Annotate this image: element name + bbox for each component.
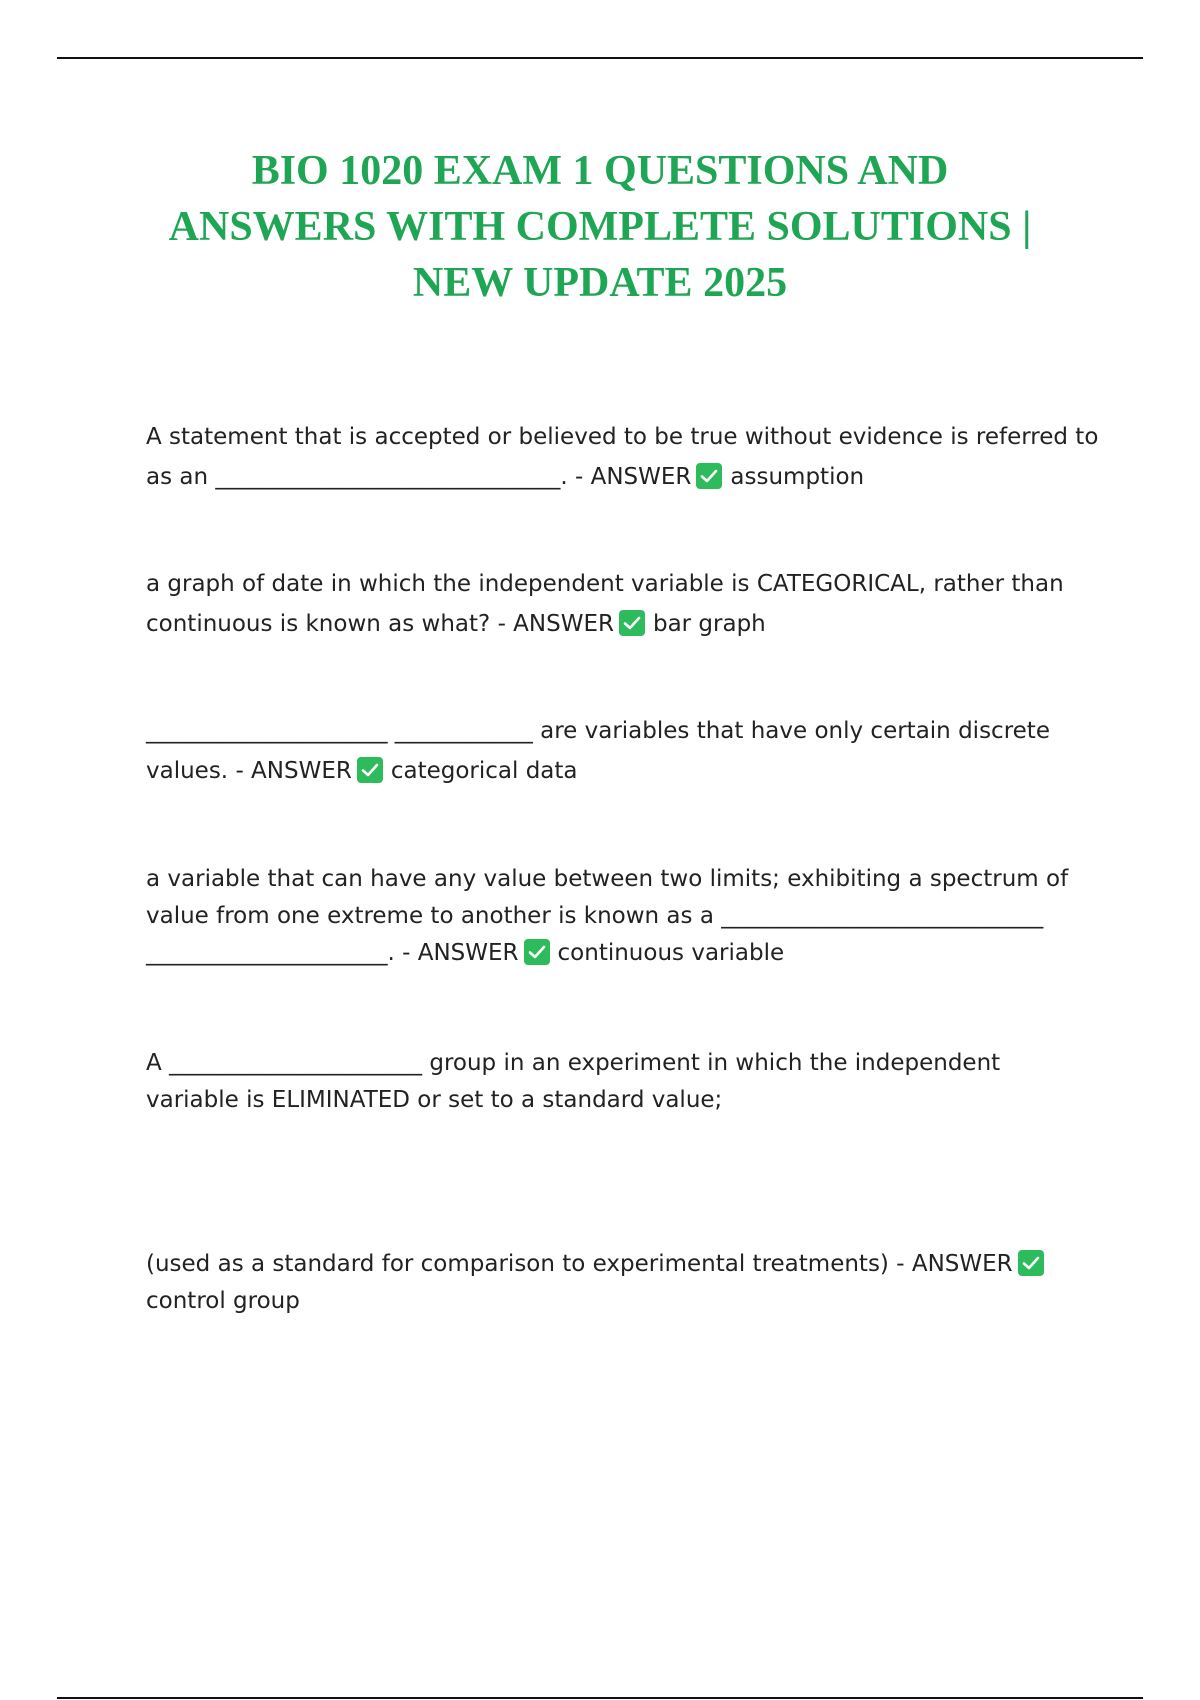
answer-marker: - ANSWER [896, 1251, 1013, 1277]
answer-marker: - ANSWER [575, 464, 692, 490]
answer-marker: - ANSWER [497, 611, 614, 637]
question-line: a graph of date in which the independent variable is CATEGORICAL, rather than [146, 571, 1064, 597]
question-line: a variable that can have any value between two limits; exhibiting a spectrum of [146, 866, 1069, 892]
question-line: _____________________ ____________ are variables that have only certain discrete [146, 718, 1050, 744]
question-text: as an ______________________________. [146, 464, 575, 490]
question-line [146, 1246, 1106, 1283]
answer-marker: - ANSWER [402, 940, 519, 966]
top-rule [57, 57, 1143, 59]
qa-item-bar-graph [146, 564, 1106, 644]
question-line: variable is ELIMINATED or set to a standard value; [146, 1087, 723, 1113]
question-line [146, 935, 1106, 972]
qa-item-assumption [146, 417, 1106, 497]
answer-text: control group [146, 1288, 300, 1314]
answer-marker: - ANSWER [235, 758, 352, 784]
answer-text: assumption [730, 464, 865, 490]
question-text: (used as a standard for comparison to experimental treatments) [146, 1251, 897, 1277]
question-line: value from one extreme to another is known as a ____________________________ [146, 903, 1044, 929]
check-box-icon [357, 757, 383, 783]
bottom-rule [57, 1697, 1143, 1699]
question-line [146, 457, 1106, 497]
qa-item-control-group-question [146, 1045, 1106, 1119]
question-text: values. [146, 758, 236, 784]
answer-text: categorical data [390, 758, 578, 784]
question-line [146, 604, 1106, 644]
check-box-icon [1018, 1250, 1044, 1276]
title-line: NEW UPDATE 2025 [412, 260, 788, 306]
question-line: A ______________________ group in an experiment in which the independent [146, 1050, 1001, 1076]
question-line [146, 751, 1106, 791]
question-text: _____________________. [146, 940, 403, 966]
qa-item-continuous-variable [146, 861, 1106, 972]
title-line: ANSWERS WITH COMPLETE SOLUTIONS | [168, 204, 1032, 250]
answer-text: bar graph [652, 611, 766, 637]
document-title [100, 143, 1100, 311]
question-line: A statement that is accepted or believed to be true without evidence is referred to [146, 424, 1099, 450]
qa-item-control-group-answer [146, 1246, 1106, 1320]
answer-text: continuous variable [557, 940, 785, 966]
check-box-icon [696, 463, 722, 489]
question-text: continuous is known as what? [146, 611, 498, 637]
qa-item-categorical-data [146, 711, 1106, 791]
title-line: BIO 1020 EXAM 1 QUESTIONS AND [251, 148, 949, 194]
check-box-icon [619, 610, 645, 636]
check-box-icon [524, 939, 550, 965]
